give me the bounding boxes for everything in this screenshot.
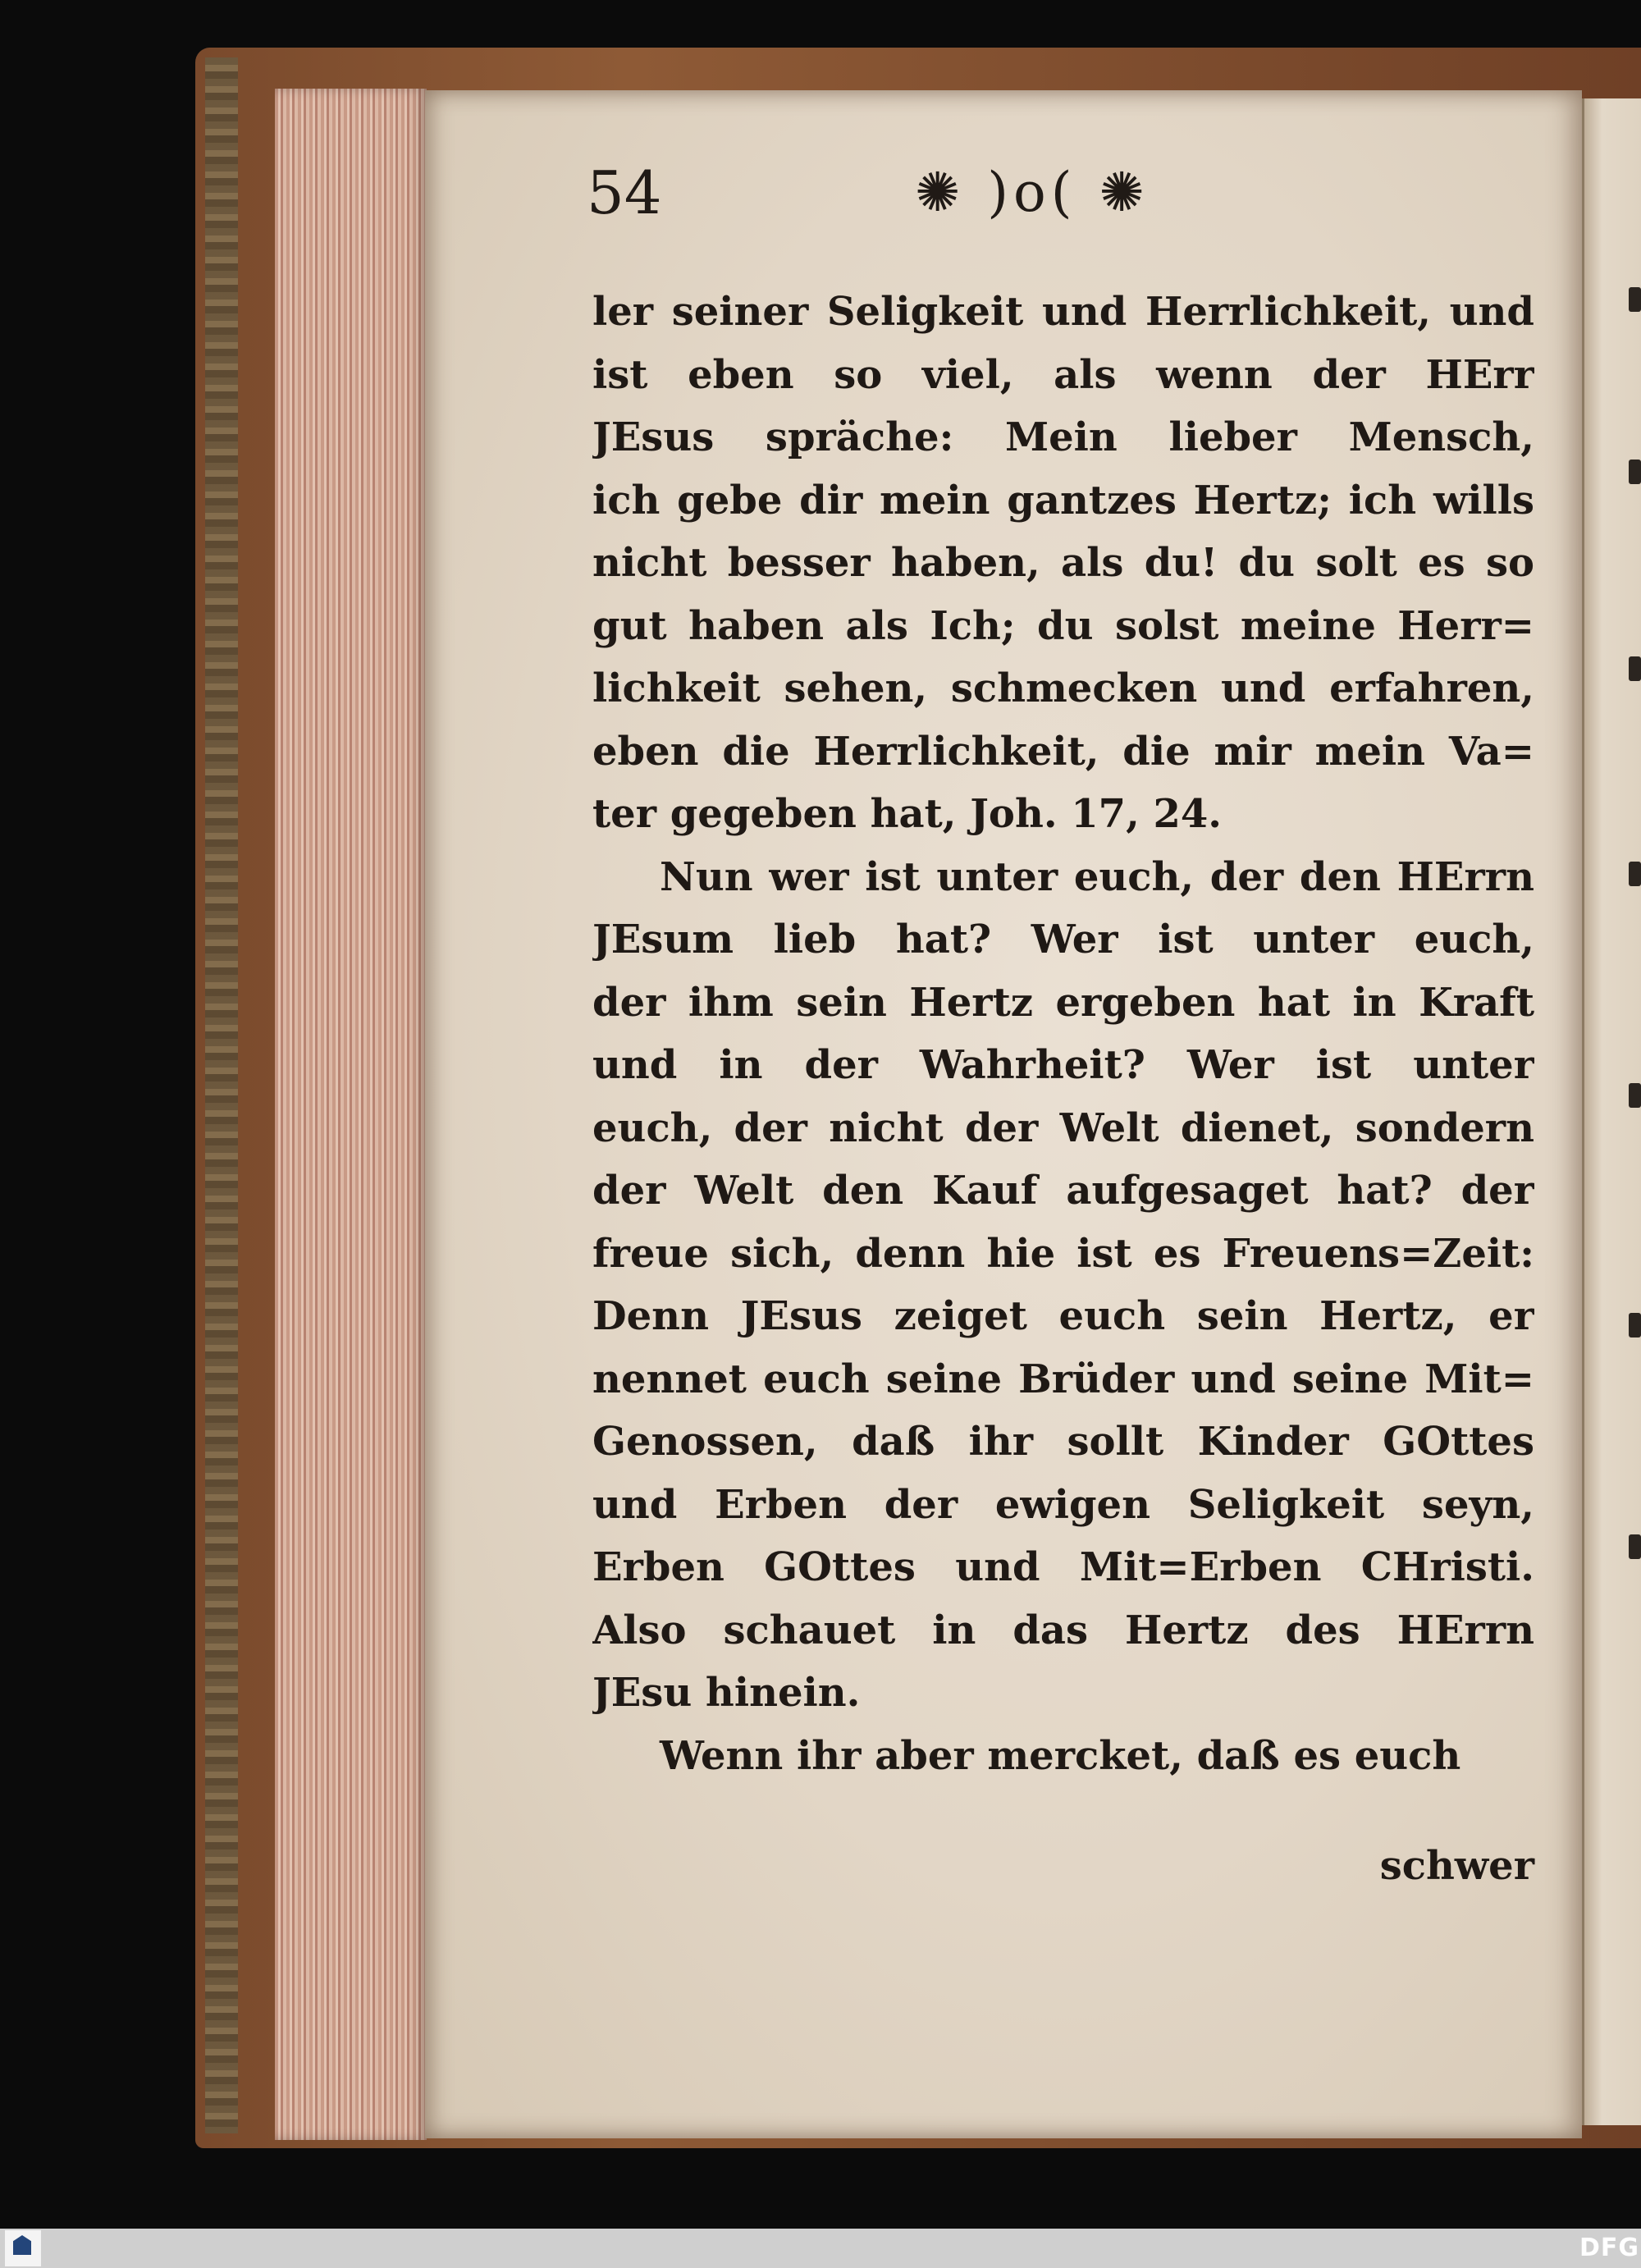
text-line: freue sich, denn hie ist es Freuens=Zeit:	[592, 1230, 1534, 1277]
facing-page-text-fragment	[1629, 1313, 1641, 1337]
page-number: 54	[587, 158, 662, 227]
facing-page-edge	[1582, 98, 1641, 2125]
text-line: ler seiner Seligkeit und Herrlichkeit, und	[592, 289, 1534, 335]
text-line: nicht besser haben, als du! du solt es so	[592, 540, 1534, 586]
text-line: ter gegeben hat, Joh. 17, 24.	[592, 791, 1222, 837]
text-line: Nun wer ist unter euch, der den HErrn	[660, 853, 1534, 900]
facing-page-text-fragment	[1629, 1534, 1641, 1559]
text-line: Denn JEsus zeiget euch sein Hertz, er	[592, 1293, 1534, 1339]
text-line: Also schauet in das Hertz des HErrn	[592, 1607, 1534, 1653]
facing-page-text-fragment	[1629, 862, 1641, 886]
dfg-logo[interactable]: DFG	[1579, 2234, 1640, 2262]
header-ornament: ✺ )o( ✺	[915, 161, 1150, 224]
text-line: Wenn ihr aber mercket, daß es euch	[660, 1732, 1461, 1779]
text-line: JEsum lieb hat? Wer ist unter euch,	[592, 917, 1534, 963]
text-line: ist eben so viel, als wenn der HErr	[592, 351, 1534, 398]
facing-page-text-fragment	[1629, 460, 1641, 484]
facing-page-text-fragment	[1629, 1083, 1641, 1108]
text-line: gut haben als Ich; du solst meine Herr=	[592, 602, 1534, 649]
cover-edge	[205, 57, 238, 2133]
text-line: ich gebe dir mein gantzes Hertz; ich wills	[592, 477, 1534, 524]
facing-page-text-fragment	[1629, 656, 1641, 681]
page-edges	[275, 89, 427, 2140]
viewer-footer-bar	[0, 2229, 1641, 2268]
library-logo-icon[interactable]	[5, 2230, 41, 2266]
text-line: lichkeit sehen, schmecken und erfahren,	[592, 665, 1534, 711]
catchword: schwer	[1379, 1843, 1534, 1889]
text-line: der ihm sein Hertz ergeben hat in Kraft	[592, 979, 1534, 1026]
text-line: eben die Herrlichkeit, die mir mein Va=	[592, 728, 1534, 775]
facing-page-text-fragment	[1629, 287, 1641, 312]
text-line: und in der Wahrheit? Wer ist unter	[592, 1042, 1534, 1088]
text-line: euch, der nicht der Welt dienet, sondern	[592, 1104, 1534, 1151]
text-line: Erben GOttes und Mit=Erben CHristi.	[592, 1544, 1534, 1590]
text-line: JEsu hinein.	[592, 1670, 861, 1716]
running-head	[587, 156, 1210, 234]
text-line: der Welt den Kauf aufgesaget hat? der	[592, 1168, 1534, 1214]
text-line: JEsus spräche: Mein lieber Mensch,	[592, 414, 1534, 460]
text-line: und Erben der ewigen Seligkeit seyn,	[592, 1481, 1534, 1528]
text-line: nennet euch seine Brüder und seine Mit=	[592, 1356, 1534, 1402]
text-line: Genossen, daß ihr sollt Kinder GOttes	[592, 1419, 1534, 1465]
body-text	[592, 281, 1534, 1787]
